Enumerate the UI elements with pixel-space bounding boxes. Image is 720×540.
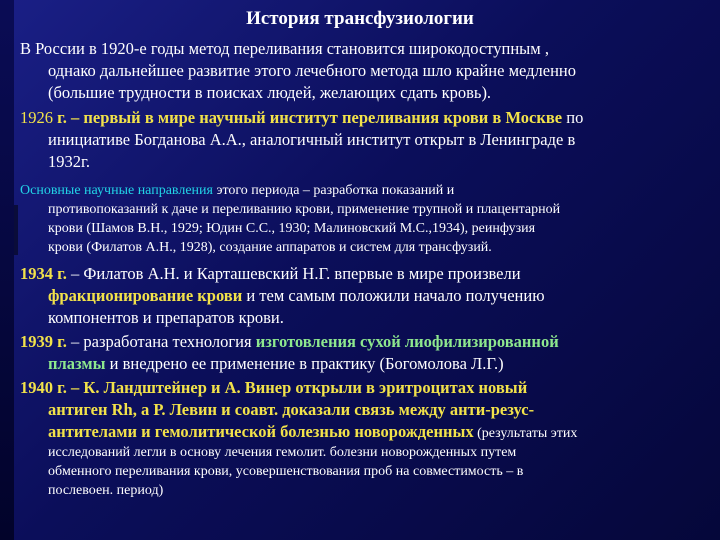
- p6-line3: антителами и гемолитической болезнью новорожденных: [48, 422, 474, 441]
- p3-line2: противопоказаний к даче и переливанию крови, применение трупной и плацентарной: [48, 202, 561, 217]
- p5-highlight2: плазмы: [48, 354, 106, 373]
- p2-rest1: по: [562, 108, 584, 127]
- p3-rest1: этого периода – разработка показаний и: [212, 183, 455, 198]
- p6-line3-wrap: [20, 421, 710, 443]
- left-decorative-mark: [14, 205, 18, 255]
- p1-line3: (большие трудности в поисках людей, желающих сдать кровь).: [48, 83, 492, 102]
- paragraph-directions: [20, 181, 710, 257]
- p5-year: 1939 г.: [20, 332, 67, 351]
- left-decorative-bar: [0, 0, 14, 540]
- p3-highlight: Основные научные направления: [20, 183, 213, 198]
- p6-line2: антиген Rh, а Р. Левин и соавт. доказали связь между анти-резус-: [48, 400, 535, 419]
- paragraph-1934: [20, 263, 710, 329]
- paragraph-1920s: [20, 38, 710, 104]
- p5-rest1: – разработана технология: [66, 332, 256, 351]
- p6-line6: послевоен. период): [48, 483, 164, 498]
- p2-line2: инициативе Богданова А.А., аналогичный институт открыт в Ленинграде в: [48, 130, 576, 149]
- p4-highlight: фракционирование крови: [48, 286, 243, 305]
- p1-line1: В России в 1920-е годы метод переливания становится широкодоступным ,: [20, 39, 549, 58]
- slide-content: [20, 38, 710, 500]
- p2-highlight: г. – первый в мире научный институт переливания крови в Москве: [57, 108, 563, 127]
- p1-line2: однако дальнейшее развитие этого лечебного метода шло крайне медленно: [48, 61, 576, 80]
- p4-line2: [20, 285, 710, 307]
- p5-rest2: и внедрено ее применение в практику (Богомолова Л.Г.): [105, 354, 504, 373]
- p6-small1: (результаты этих: [473, 426, 578, 441]
- slide-title: История трансфузиологии: [246, 8, 474, 29]
- p4-line3: компонентов и препаратов крови.: [48, 308, 284, 327]
- p5-highlight1: изготовления сухой лиофилизированной: [255, 332, 559, 351]
- p2-year: 1926: [20, 108, 53, 127]
- p5-line2: [20, 353, 710, 375]
- p3-line3: крови (Шамов В.Н., 1929; Юдин С.С., 1930; Малиновский М.С.,1934), реинфузия: [48, 221, 536, 236]
- paragraph-1926: [20, 107, 710, 173]
- paragraph-1939: [20, 331, 710, 375]
- p6-line5: обменного переливания крови, усовершенствования проб на совместимость – в: [48, 464, 524, 479]
- p6-line4: исследований легли в основу лечения гемолит. болезни новорожденных путем: [48, 445, 517, 460]
- p2-line3: 1932г.: [48, 152, 91, 171]
- p6-lead: 1940 г. – К. Ландштейнер и А. Винер открыли в эритроцитах новый: [20, 378, 528, 397]
- p4-year: 1934 г.: [20, 264, 67, 283]
- paragraph-1940: [20, 377, 710, 500]
- p4-rest2: и тем самым положили начало получению: [242, 286, 545, 305]
- p3-line4: крови (Филатов А.Н., 1928), создание аппаратов и систем для трансфузий.: [48, 240, 492, 255]
- p4-rest1: – Филатов А.Н. и Карташевский Н.Г. впервые в мире произвели: [66, 264, 521, 283]
